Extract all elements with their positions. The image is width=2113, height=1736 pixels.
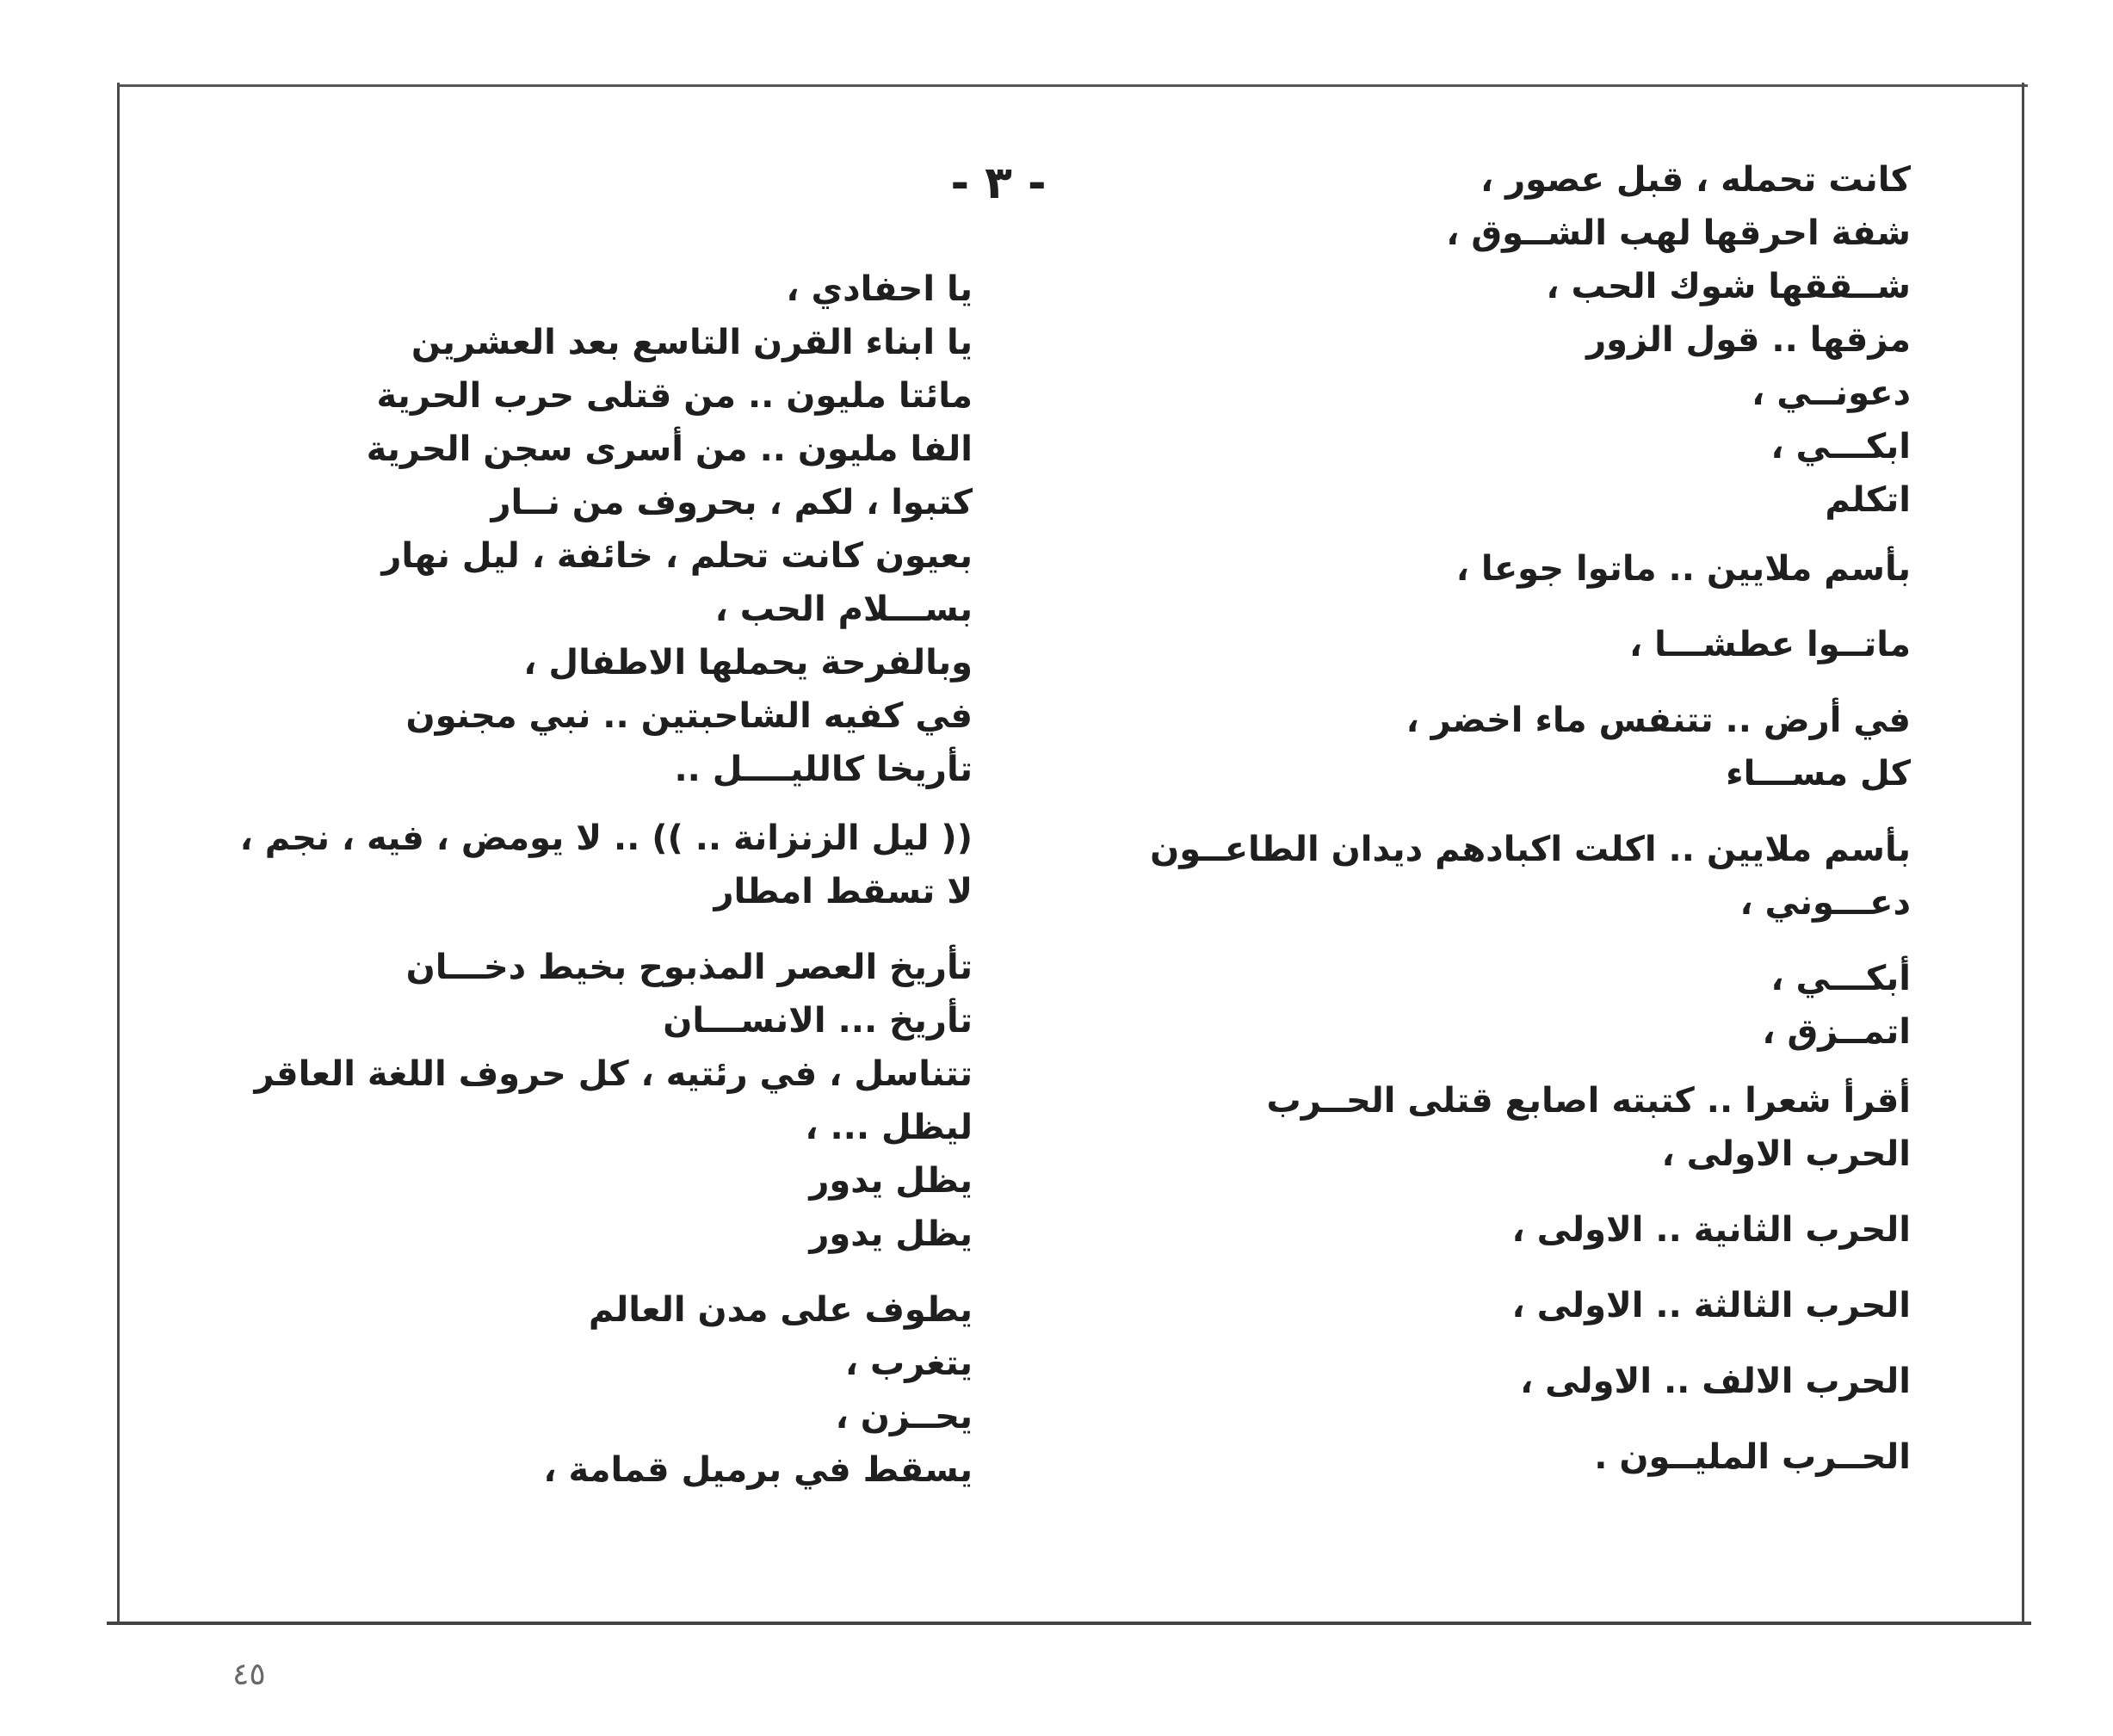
section-number: - ٣ - xyxy=(950,158,1047,209)
left-verse-line: ليظل ... ، xyxy=(805,1108,973,1147)
right-verse-line: بأسم ملايين .. اكلت اكبادهم ديدان الطاعــون xyxy=(1150,830,1911,869)
right-verse-line: كل مســـاء xyxy=(1726,754,1911,794)
left-verse-line: يطوف على مدن العالم xyxy=(588,1290,973,1330)
right-verse-line: في أرض .. تتنفس ماء اخضر ، xyxy=(1406,701,1911,740)
right-verse-line: الحرب الثالثة .. الاولى ، xyxy=(1511,1286,1911,1325)
left-verse-line: كتبوا ، لكم ، بحروف من نــار xyxy=(491,483,973,522)
right-verse-line: ابكـــي ، xyxy=(1770,427,1911,466)
bottom-rule xyxy=(107,1622,2031,1625)
right-verse-line: الحرب الثانية .. الاولى ، xyxy=(1511,1210,1911,1250)
right-verse-line: الحــرب المليــون . xyxy=(1594,1437,1911,1477)
left-verse-line: يسقط في برميل قمامة ، xyxy=(543,1450,973,1490)
left-verse-line: تأريخ العصر المذبوح بخيط دخـــان xyxy=(405,948,973,987)
right-verse-line: اتكلم xyxy=(1825,480,1911,520)
left-verse-line: تأريخا كالليــــل .. xyxy=(674,750,973,789)
right-verse-line: مزقها .. قول الزور xyxy=(1586,320,1911,360)
right-verse-line: الحرب الالف .. الاولى ، xyxy=(1520,1362,1911,1401)
left-verse-line: بعيون كانت تحلم ، خائفة ، ليل نهار xyxy=(381,536,973,576)
left-column xyxy=(112,263,973,1497)
left-verse-line: لا تسقط امطار xyxy=(714,872,973,911)
right-verse-line: دعـــوني ، xyxy=(1739,883,1911,923)
left-verse-line: الفا مليون .. من أسرى سجن الحرية xyxy=(366,429,973,469)
right-verse-line: شفة احرقها لهب الشــوق ، xyxy=(1446,213,1911,253)
right-verse-line: بأسم ملايين .. ماتوا جوعا ، xyxy=(1455,549,1911,589)
right-verse-line: شــققها شوك الحب ، xyxy=(1546,267,1911,306)
left-verse-line: في كفيه الشاحبتين .. نبي مجنون xyxy=(405,696,973,736)
left-verse-line: تتناسل ، في رئتيه ، كل حروف اللغة العاقر xyxy=(254,1054,973,1094)
left-verse-line: يا احفادي ، xyxy=(786,269,973,309)
left-verse-line: وبالفرحة يحملها الاطفال ، xyxy=(523,643,973,683)
left-verse-line: تأريخ ... الانســـان xyxy=(663,1001,973,1041)
left-verse-line: بســـلام الحب ، xyxy=(714,590,973,629)
left-verse-line: (( ليل الزنزانة .. )) .. لا يومض ، فيه ، نجم ، xyxy=(239,819,973,858)
left-verse-line: يظل يدور xyxy=(809,1161,973,1201)
right-verse-line: ماتــوا عطشـــا ، xyxy=(1628,625,1911,664)
right-verse-line: الحرب الاولى ، xyxy=(1661,1134,1911,1174)
right-verse-line: أقرأ شعرا .. كتبته اصابع قتلى الحــرب xyxy=(1266,1081,1911,1121)
page-number: ٤٥ xyxy=(232,1657,266,1692)
left-verse-line: يحــزن ، xyxy=(835,1397,973,1436)
left-verse-line: مائتا مليون .. من قتلى حرب الحرية xyxy=(376,376,973,416)
right-verse-line: دعونــي ، xyxy=(1752,374,1911,413)
left-verse-line: يظل يدور xyxy=(809,1214,973,1254)
left-verse-line: يتغرب ، xyxy=(844,1344,973,1383)
right-verse-line: كانت تحمله ، قبل عصور ، xyxy=(1480,160,1911,200)
right-verse-line: أبكـــي ، xyxy=(1770,959,1911,998)
left-verse-line: يا ابناء القرن التاسع بعد العشرين xyxy=(411,323,973,362)
right-verse-line: اتمــزق ، xyxy=(1762,1012,1911,1052)
right-column xyxy=(1050,153,1911,1484)
